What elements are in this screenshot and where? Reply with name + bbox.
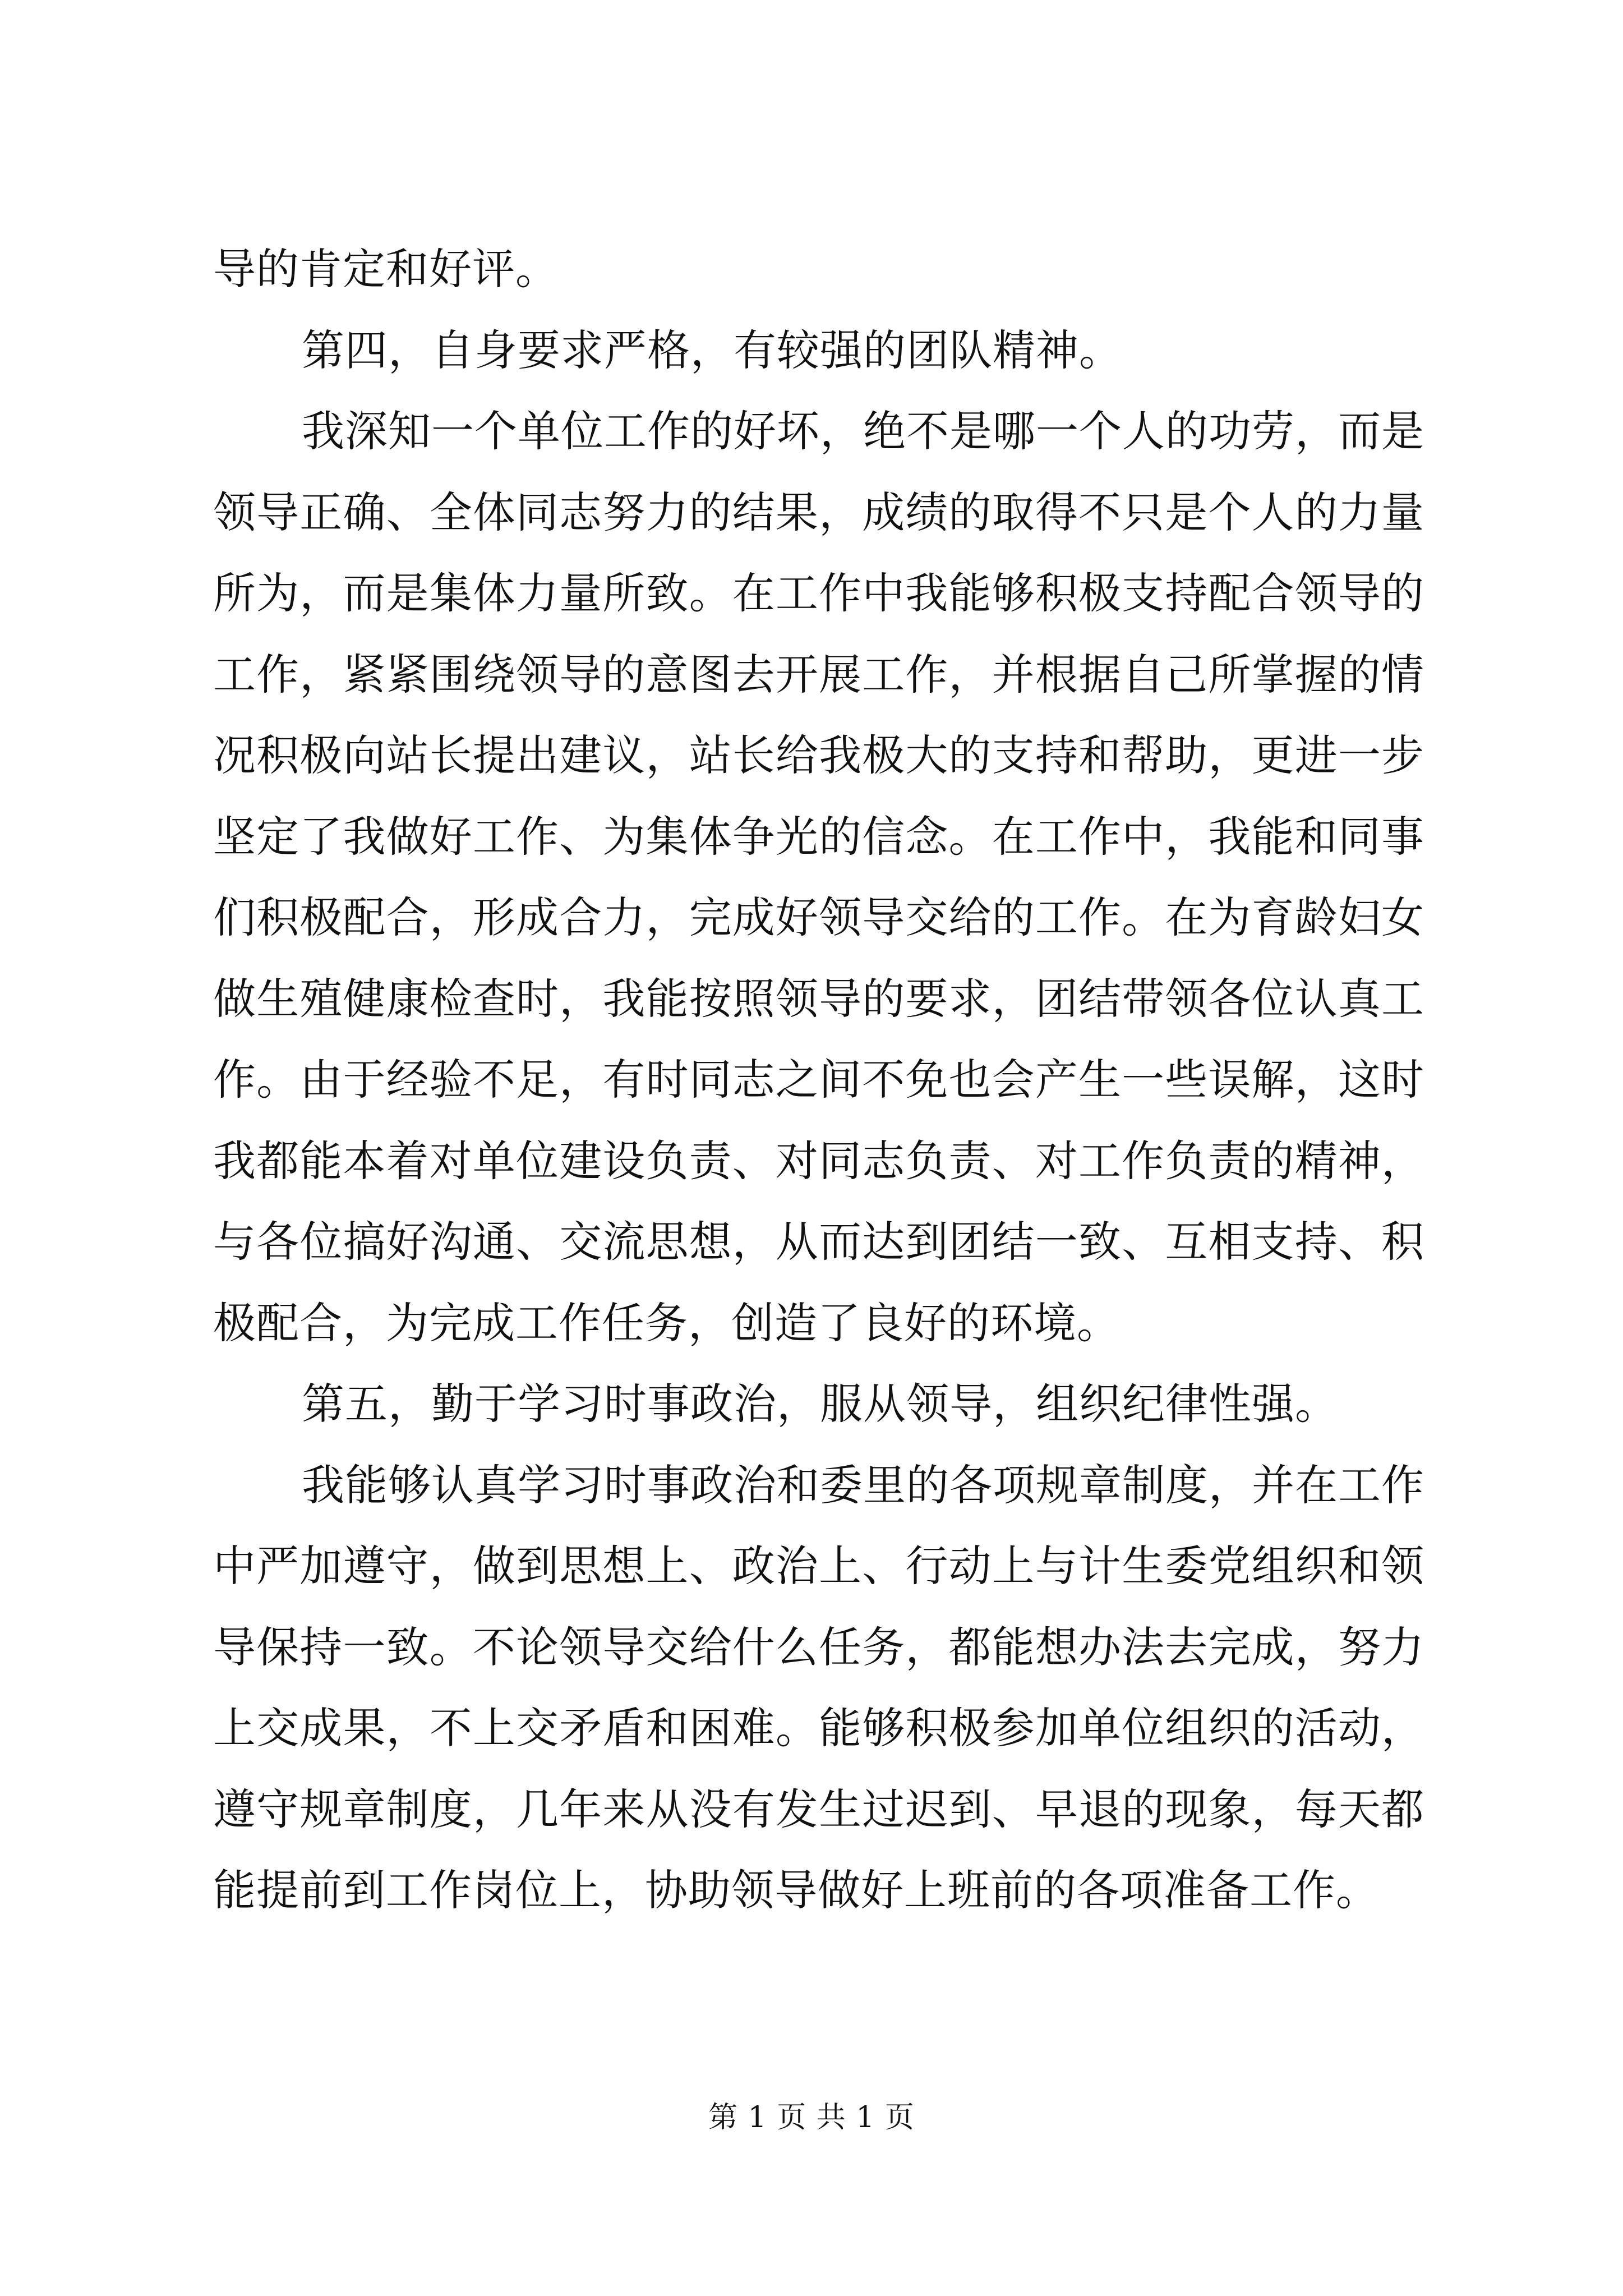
- paragraph-discipline: 我能够认真学习时事政治和委里的各项规章制度，并在工作中严加遵守，做到思想上、政治上、行动上与计生委党组织和领导保持一致。不论领导交给什么任务，都能想办法去完成，努力上交成果，不上交矛盾和困难。能够积极参加单位组织的活动，遵守规章制度，几年来从没有发生过迟到、早退的现象，每天都能提前到工作岗位上，协助领导做好上班前的各项准备工作。: [213, 1460, 1424, 1915]
- paragraph-continuation: 导的肯定和好评。: [213, 244, 559, 294]
- paragraph-team-spirit: 我深知一个单位工作的好坏，绝不是哪一个人的功劳，而是领导正确、全体同志努力的结果，成绩的取得不只是个人的力量所为，而是集体力量所致。在工作中我能够积极支持配合领导的工作，紧紧围绕领导的意图去开展工作，并根据自己所掌握的情况积极向站长提出建议，站长给我极大的支持和帮助，更进一步坚定了我做好工作、为集体争光的信念。在工作中，我能和同事们积极配合，形成合力，完成好领导交给的工作。在为育龄妇女做生殖健康检查时，我能按照领导的要求，团结带领各位认真工作。由于经验不足，有时同志之间不免也会产生一些误解，这时我都能本着对单位建设负责、对同志负责、对工作负责的精神，与各位搞好沟通、交流思想，从而达到团结一致、互相支持、积极配合，为完成工作任务，创造了良好的环境。: [213, 406, 1424, 1348]
- paragraph-heading-fourth: 第四，自身要求严格，有较强的团队精神。: [302, 325, 1122, 375]
- paragraph-heading-fifth: 第五，勤于学习时事政治，服从领导，组织纪律性强。: [302, 1379, 1338, 1429]
- page-footer: 第 1 页 共 1 页: [708, 2101, 915, 2134]
- document-body: [213, 229, 1424, 1931]
